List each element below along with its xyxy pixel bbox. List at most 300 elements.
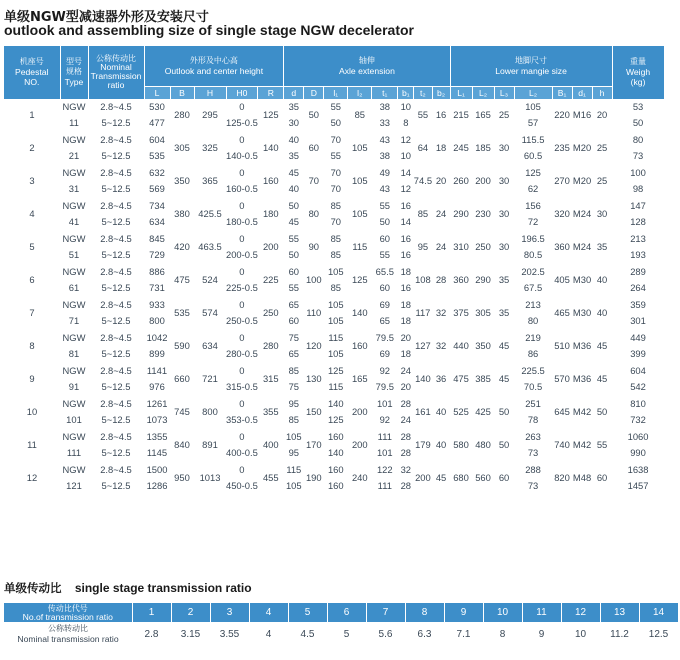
cell-ratio <box>88 330 144 363</box>
cell-d <box>284 363 304 396</box>
cell-type-line: 61 <box>68 282 80 293</box>
cell-b2: 28 <box>435 274 447 285</box>
table-row <box>4 330 664 363</box>
cell-weight-line: 449 <box>630 332 646 343</box>
cell-d1: M20 <box>572 142 592 153</box>
cell-t1-line: 69 <box>379 348 391 359</box>
cell-d-line: 45 <box>288 216 300 227</box>
cell-d-line: 50 <box>288 249 300 260</box>
cell-t1-line: 65.5 <box>375 266 394 277</box>
cell-r: 140 <box>262 142 279 153</box>
cell-type <box>60 132 88 165</box>
cell-l2-mangle-line: 196.5 <box>521 233 545 244</box>
cell-l2-mangle <box>514 198 552 231</box>
cell-ratio-line: 2.8~4.5 <box>100 101 132 112</box>
ratio-value: 3.55 <box>219 628 240 640</box>
cell-l-line: 1261 <box>146 398 168 409</box>
cell-t2: 140 <box>415 373 431 384</box>
cell-r: 180 <box>262 208 279 219</box>
cell-l <box>144 330 170 363</box>
cell-b1-cap: 270 <box>554 175 570 186</box>
cell-d <box>284 396 304 429</box>
cell-h0-line: 0 <box>239 299 245 310</box>
cell-d1: M16 <box>572 109 592 120</box>
cell-h0-line: 140-0.5 <box>226 150 258 161</box>
cell-l1-line: 70 <box>330 134 342 145</box>
cell-weight <box>612 462 664 495</box>
cell-l1-line: 105 <box>327 348 344 359</box>
cell-l <box>144 165 170 198</box>
ratio-number: 7 <box>366 603 405 622</box>
cell-l3-cap: 60 <box>498 472 510 483</box>
cell-ratio-line: 2.8~4.5 <box>100 134 132 145</box>
header-sub: h <box>592 86 612 99</box>
cell-t1-line: 122 <box>376 464 393 475</box>
cell-b1-line: 32 <box>400 464 412 475</box>
cell-type <box>60 231 88 264</box>
cell-b1-cap: 405 <box>554 274 570 285</box>
cell-h-small: 40 <box>596 274 608 285</box>
cell-h0-line: 250-0.5 <box>226 315 258 326</box>
cell-b1-line: 28 <box>400 398 412 409</box>
header-outlook: 外形及中心高 Outlook and center height <box>144 46 284 86</box>
cell-weight-line: 213 <box>630 233 646 244</box>
cell-h0 <box>226 462 258 495</box>
cell-d-line: 35 <box>288 101 300 112</box>
cell-t1-line: 55 <box>379 249 391 260</box>
cell-l2-mangle <box>514 396 552 429</box>
cell-d-big: 130 <box>305 373 322 384</box>
cell-b2: 36 <box>435 373 447 384</box>
ratio-number: 2 <box>171 603 210 622</box>
cell-t1-line: 55 <box>379 200 391 211</box>
cell-type-line: 31 <box>68 183 80 194</box>
cell-ratio-line: 2.8~4.5 <box>100 299 132 310</box>
cell-ratio-line: 5~12.5 <box>101 480 131 491</box>
cell-l2-mangle-line: 105 <box>525 101 541 112</box>
cell-t1 <box>372 396 398 429</box>
cell-b2: 24 <box>435 208 447 219</box>
cell-l1-line: 105 <box>327 266 344 277</box>
cell-t1-line: 92 <box>379 365 391 376</box>
cell-b1 <box>398 396 414 429</box>
ratio-number: 9 <box>444 603 483 622</box>
cell-type-line: NGW <box>62 101 86 112</box>
cell-r: 315 <box>262 373 279 384</box>
cell-b1-cap: 235 <box>554 142 570 153</box>
cell-b1-line: 20 <box>400 381 412 392</box>
cell-l <box>144 264 170 297</box>
cell-ratio <box>88 264 144 297</box>
cell-l3-cap: 45 <box>498 340 510 351</box>
cell-weight-line: 100 <box>630 167 646 178</box>
cell-d-big: 50 <box>308 109 320 120</box>
header-sub: L₂ <box>472 86 494 99</box>
cell-h: 891 <box>202 439 218 450</box>
cell-type <box>60 165 88 198</box>
cell-h-small: 50 <box>596 406 608 417</box>
cell-d1: M24 <box>572 208 592 219</box>
header-sub: H0 <box>226 86 258 99</box>
cell-l3-cap: 45 <box>498 373 510 384</box>
ratio-header-label: 传动比代号 No.of transmission ratio <box>4 603 132 622</box>
cell-l1-line: 85 <box>330 249 342 260</box>
cell-type <box>60 363 88 396</box>
cell-t1-line: 101 <box>376 447 393 458</box>
cell-h0-line: 0 <box>239 464 245 475</box>
cell-d-big: 60 <box>308 142 320 153</box>
cell-t2: 74.5 <box>413 175 433 186</box>
header-sub: B₁ <box>552 86 572 99</box>
cell-t1-line: 50 <box>379 216 391 227</box>
cell-type-line: NGW <box>62 134 86 145</box>
cell-l1-line: 105 <box>327 315 344 326</box>
cell-weight <box>612 132 664 165</box>
cell-t1-line: 79.5 <box>375 332 394 343</box>
cell-pedestal-no: 4 <box>29 208 35 219</box>
cell-l2-mangle-line: 115.5 <box>521 134 545 145</box>
cell-h0-line: 0 <box>239 332 245 343</box>
cell-b2: 16 <box>435 109 447 120</box>
cell-weight <box>612 363 664 396</box>
cell-b1-line: 16 <box>400 233 412 244</box>
cell-pedestal-no: 2 <box>29 142 35 153</box>
header-sub: B <box>170 86 194 99</box>
cell-l1-cap: 475 <box>453 373 469 384</box>
cell-l-line: 845 <box>149 233 165 244</box>
cell-t1-line: 79.5 <box>375 381 394 392</box>
ratio-value: 8 <box>499 628 506 640</box>
cell-l2-cap: 305 <box>475 307 491 318</box>
cell-ratio-line: 2.8~4.5 <box>100 167 132 178</box>
cell-l2: 160 <box>351 340 368 351</box>
cell-ratio-line: 5~12.5 <box>101 282 131 293</box>
cell-l-line: 1355 <box>146 431 168 442</box>
cell-h0 <box>226 165 258 198</box>
cell-l1-line: 70 <box>330 167 342 178</box>
cell-l1-line: 160 <box>327 431 344 442</box>
cell-b2: 32 <box>435 340 447 351</box>
cell-b: 475 <box>174 274 190 285</box>
cell-b: 380 <box>174 208 190 219</box>
cell-h0-line: 400-0.5 <box>226 447 258 458</box>
ratio-value: 5 <box>343 628 350 640</box>
cell-l2-cap: 165 <box>475 109 491 120</box>
cell-weight-line: 732 <box>630 414 646 425</box>
cell-t1-line: 111 <box>377 431 392 442</box>
ratio-value: 4 <box>265 628 272 640</box>
cell-d-line: 105 <box>285 480 302 491</box>
cell-b1-line: 16 <box>400 200 412 211</box>
cell-t1 <box>372 99 398 132</box>
cell-l2-mangle <box>514 132 552 165</box>
cell-l2-cap: 425 <box>475 406 491 417</box>
cell-t1-line: 65 <box>379 315 391 326</box>
cell-d-big: 150 <box>305 406 322 417</box>
cell-ratio-line: 2.8~4.5 <box>100 200 132 211</box>
cell-l2-cap: 385 <box>475 373 491 384</box>
header-sub: R <box>258 86 284 99</box>
cell-weight <box>612 165 664 198</box>
cell-l2-cap: 185 <box>475 142 491 153</box>
cell-b1-line: 24 <box>400 365 412 376</box>
cell-type <box>60 396 88 429</box>
cell-l1 <box>324 297 348 330</box>
cell-l-line: 634 <box>149 216 165 227</box>
cell-l1-cap: 310 <box>453 241 469 252</box>
cell-h0 <box>226 429 258 462</box>
title-english: outlook and assembling size of single stage NGW decelerator <box>4 22 414 38</box>
cell-d <box>284 198 304 231</box>
cell-h-small: 40 <box>596 307 608 318</box>
cell-l <box>144 363 170 396</box>
cell-t1 <box>372 231 398 264</box>
cell-weight-line: 359 <box>630 299 646 310</box>
cell-d-line: 40 <box>288 183 300 194</box>
cell-type-line: NGW <box>62 431 86 442</box>
cell-type-line: 111 <box>66 447 82 458</box>
cell-b1-line: 18 <box>400 315 412 326</box>
cell-weight-line: 128 <box>630 216 646 227</box>
cell-h0 <box>226 231 258 264</box>
cell-d-line: 115 <box>286 464 302 475</box>
cell-h0-line: 353-0.5 <box>226 414 258 425</box>
cell-b1 <box>398 99 414 132</box>
cell-r: 400 <box>262 439 279 450</box>
cell-h0-line: 200-0.5 <box>226 249 258 260</box>
cell-b1-line: 18 <box>400 266 412 277</box>
cell-ratio <box>88 429 144 462</box>
cell-h0-line: 225-0.5 <box>226 282 258 293</box>
cell-l2-mangle-line: 60.5 <box>523 150 543 161</box>
cell-d-line: 45 <box>288 167 300 178</box>
cell-d1: M30 <box>572 274 592 285</box>
cell-b2: 18 <box>435 142 447 153</box>
cell-pedestal-no: 12 <box>26 472 38 483</box>
cell-l1-cap: 245 <box>453 142 469 153</box>
cell-ratio-line: 5~12.5 <box>101 414 131 425</box>
cell-h0-line: 450-0.5 <box>226 480 258 491</box>
cell-b: 420 <box>174 241 190 252</box>
cell-weight <box>612 396 664 429</box>
cell-l <box>144 198 170 231</box>
cell-d <box>284 462 304 495</box>
cell-b1-cap: 320 <box>554 208 570 219</box>
header-pedestal: 机座号 Pedestal NO. <box>4 46 60 99</box>
ratio-number: 12 <box>561 603 600 622</box>
cell-weight-line: 1638 <box>627 464 649 475</box>
cell-l1 <box>324 99 348 132</box>
table-row <box>4 462 664 495</box>
cell-h-small: 35 <box>596 241 608 252</box>
cell-weight <box>612 99 664 132</box>
cell-ratio <box>88 165 144 198</box>
cell-b1-cap: 570 <box>554 373 570 384</box>
cell-type-line: 41 <box>68 216 80 227</box>
cell-l2-mangle <box>514 264 552 297</box>
cell-weight-line: 50 <box>632 117 644 128</box>
cell-ratio-line: 5~12.5 <box>101 381 131 392</box>
cell-d <box>284 429 304 462</box>
header-type: 型号 规格 Type <box>60 46 88 99</box>
cell-r: 355 <box>262 406 279 417</box>
cell-h0 <box>226 99 258 132</box>
cell-l1-line: 125 <box>327 365 344 376</box>
cell-weight-line: 264 <box>630 282 646 293</box>
cell-l1 <box>324 132 348 165</box>
cell-d-line: 50 <box>288 200 300 211</box>
cell-h: 634 <box>202 340 218 351</box>
cell-type-line: NGW <box>62 200 86 211</box>
cell-t1-line: 33 <box>379 117 391 128</box>
cell-t2: 179 <box>415 439 431 450</box>
cell-d1: M36 <box>572 373 592 384</box>
cell-t1 <box>372 297 398 330</box>
ratio-value: 12.5 <box>648 628 669 640</box>
dimensions-table <box>4 46 665 495</box>
cell-l2-mangle-line: 73 <box>527 447 539 458</box>
cell-type-line: NGW <box>62 365 86 376</box>
cell-b2: 20 <box>435 175 447 186</box>
cell-l1-cap: 440 <box>453 340 469 351</box>
cell-ratio-line: 5~12.5 <box>101 150 131 161</box>
cell-d <box>284 330 304 363</box>
cell-type-line: NGW <box>62 299 86 310</box>
cell-h0-line: 0 <box>239 134 245 145</box>
cell-d-big: 80 <box>308 208 320 219</box>
cell-type-line: 81 <box>68 348 80 359</box>
cell-l2-mangle-line: 251 <box>525 398 541 409</box>
cell-type-line: 101 <box>66 414 82 425</box>
title-chinese: 单级NGW型减速器外形及安装尺寸 <box>4 10 209 25</box>
cell-b2: 24 <box>435 241 447 252</box>
cell-t2: 161 <box>415 406 431 417</box>
cell-l1-line: 125 <box>327 414 344 425</box>
cell-l2-mangle-line: 73 <box>527 480 539 491</box>
cell-ratio-line: 2.8~4.5 <box>100 266 132 277</box>
cell-b1 <box>398 429 414 462</box>
table-row <box>4 297 664 330</box>
cell-r: 200 <box>262 241 279 252</box>
header-sub: L₂ <box>514 86 552 99</box>
cell-type-line: 51 <box>68 249 80 260</box>
cell-l2-mangle-line: 219 <box>525 332 541 343</box>
ratio-value: 6.3 <box>417 628 432 640</box>
cell-weight <box>612 297 664 330</box>
cell-weight <box>612 231 664 264</box>
header-weight: 重量 Weigh (kg) <box>612 46 664 99</box>
cell-b1-line: 10 <box>400 150 412 161</box>
cell-l2-mangle-line: 72 <box>527 216 539 227</box>
cell-h0 <box>226 330 258 363</box>
cell-b1 <box>398 462 414 495</box>
cell-weight <box>612 330 664 363</box>
cell-ratio-line: 2.8~4.5 <box>100 233 132 244</box>
cell-d1: M36 <box>572 340 592 351</box>
cell-h: 425.5 <box>198 208 222 219</box>
cell-ratio <box>88 198 144 231</box>
ratio-value: 2.8 <box>144 628 159 640</box>
ratio-number: 8 <box>405 603 444 622</box>
cell-type-line: NGW <box>62 167 86 178</box>
cell-t1 <box>372 462 398 495</box>
cell-weight-line: 80 <box>632 134 644 145</box>
cell-d-line: 60 <box>288 266 300 277</box>
cell-t1-line: 49 <box>379 167 391 178</box>
cell-type <box>60 99 88 132</box>
cell-t1-line: 60 <box>379 233 391 244</box>
cell-weight-line: 1060 <box>627 431 649 442</box>
cell-d-line: 65 <box>288 299 300 310</box>
cell-l3-cap: 30 <box>498 208 510 219</box>
cell-weight-line: 990 <box>630 447 646 458</box>
cell-d-big: 190 <box>305 472 322 483</box>
cell-l-line: 800 <box>149 315 165 326</box>
cell-l2-cap: 200 <box>475 175 491 186</box>
cell-b1-line: 28 <box>400 447 412 458</box>
header-sub: l₂ <box>348 86 372 99</box>
cell-d-line: 55 <box>288 233 300 244</box>
cell-l1-line: 85 <box>330 282 342 293</box>
cell-l2-mangle-line: 67.5 <box>523 282 543 293</box>
cell-d-big: 110 <box>306 307 322 318</box>
cell-b: 350 <box>174 175 190 186</box>
cell-l2-cap: 350 <box>475 340 491 351</box>
table-row <box>4 132 664 165</box>
cell-l <box>144 99 170 132</box>
cell-l1-cap: 580 <box>453 439 469 450</box>
cell-h-small: 55 <box>596 439 608 450</box>
cell-h0-line: 280-0.5 <box>226 348 258 359</box>
cell-type-line: 11 <box>69 117 79 128</box>
cell-h0 <box>226 132 258 165</box>
cell-b1 <box>398 264 414 297</box>
cell-l1-line: 70 <box>330 183 342 194</box>
cell-b1-line: 12 <box>400 183 412 194</box>
cell-ratio-line: 5~12.5 <box>101 315 131 326</box>
cell-t2: 95 <box>417 241 429 252</box>
cell-l-line: 1042 <box>146 332 168 343</box>
header-axle: 轴伸 Axle extension <box>284 46 450 86</box>
cell-l1-line: 160 <box>327 464 344 475</box>
cell-h0 <box>226 396 258 429</box>
cell-d <box>284 264 304 297</box>
cell-l2: 165 <box>351 373 368 384</box>
cell-l-line: 1145 <box>146 447 168 458</box>
cell-l <box>144 297 170 330</box>
cell-r: 125 <box>262 109 279 120</box>
cell-ratio-line: 5~12.5 <box>101 216 131 227</box>
cell-l1-line: 105 <box>327 299 344 310</box>
cell-t2: 108 <box>415 274 431 285</box>
cell-h0-line: 0 <box>239 101 245 112</box>
cell-b1 <box>398 198 414 231</box>
cell-b1 <box>398 231 414 264</box>
ratio-section-title: 单级传动比 single stage transmission ratio <box>4 581 252 595</box>
cell-t1 <box>372 132 398 165</box>
cell-b1-line: 16 <box>400 282 412 293</box>
cell-d-line: 60 <box>288 315 300 326</box>
cell-b1 <box>398 363 414 396</box>
cell-ratio-line: 2.8~4.5 <box>100 431 132 442</box>
cell-h0-line: 0 <box>239 266 245 277</box>
cell-l1-cap: 215 <box>453 109 469 120</box>
cell-b1-cap: 465 <box>554 307 570 318</box>
ratio-number: 3 <box>210 603 249 622</box>
header-mangle: 地脚尺寸 Lower mangie size <box>450 46 612 86</box>
cell-ratio <box>88 297 144 330</box>
cell-l2-mangle-line: 156 <box>525 200 541 211</box>
